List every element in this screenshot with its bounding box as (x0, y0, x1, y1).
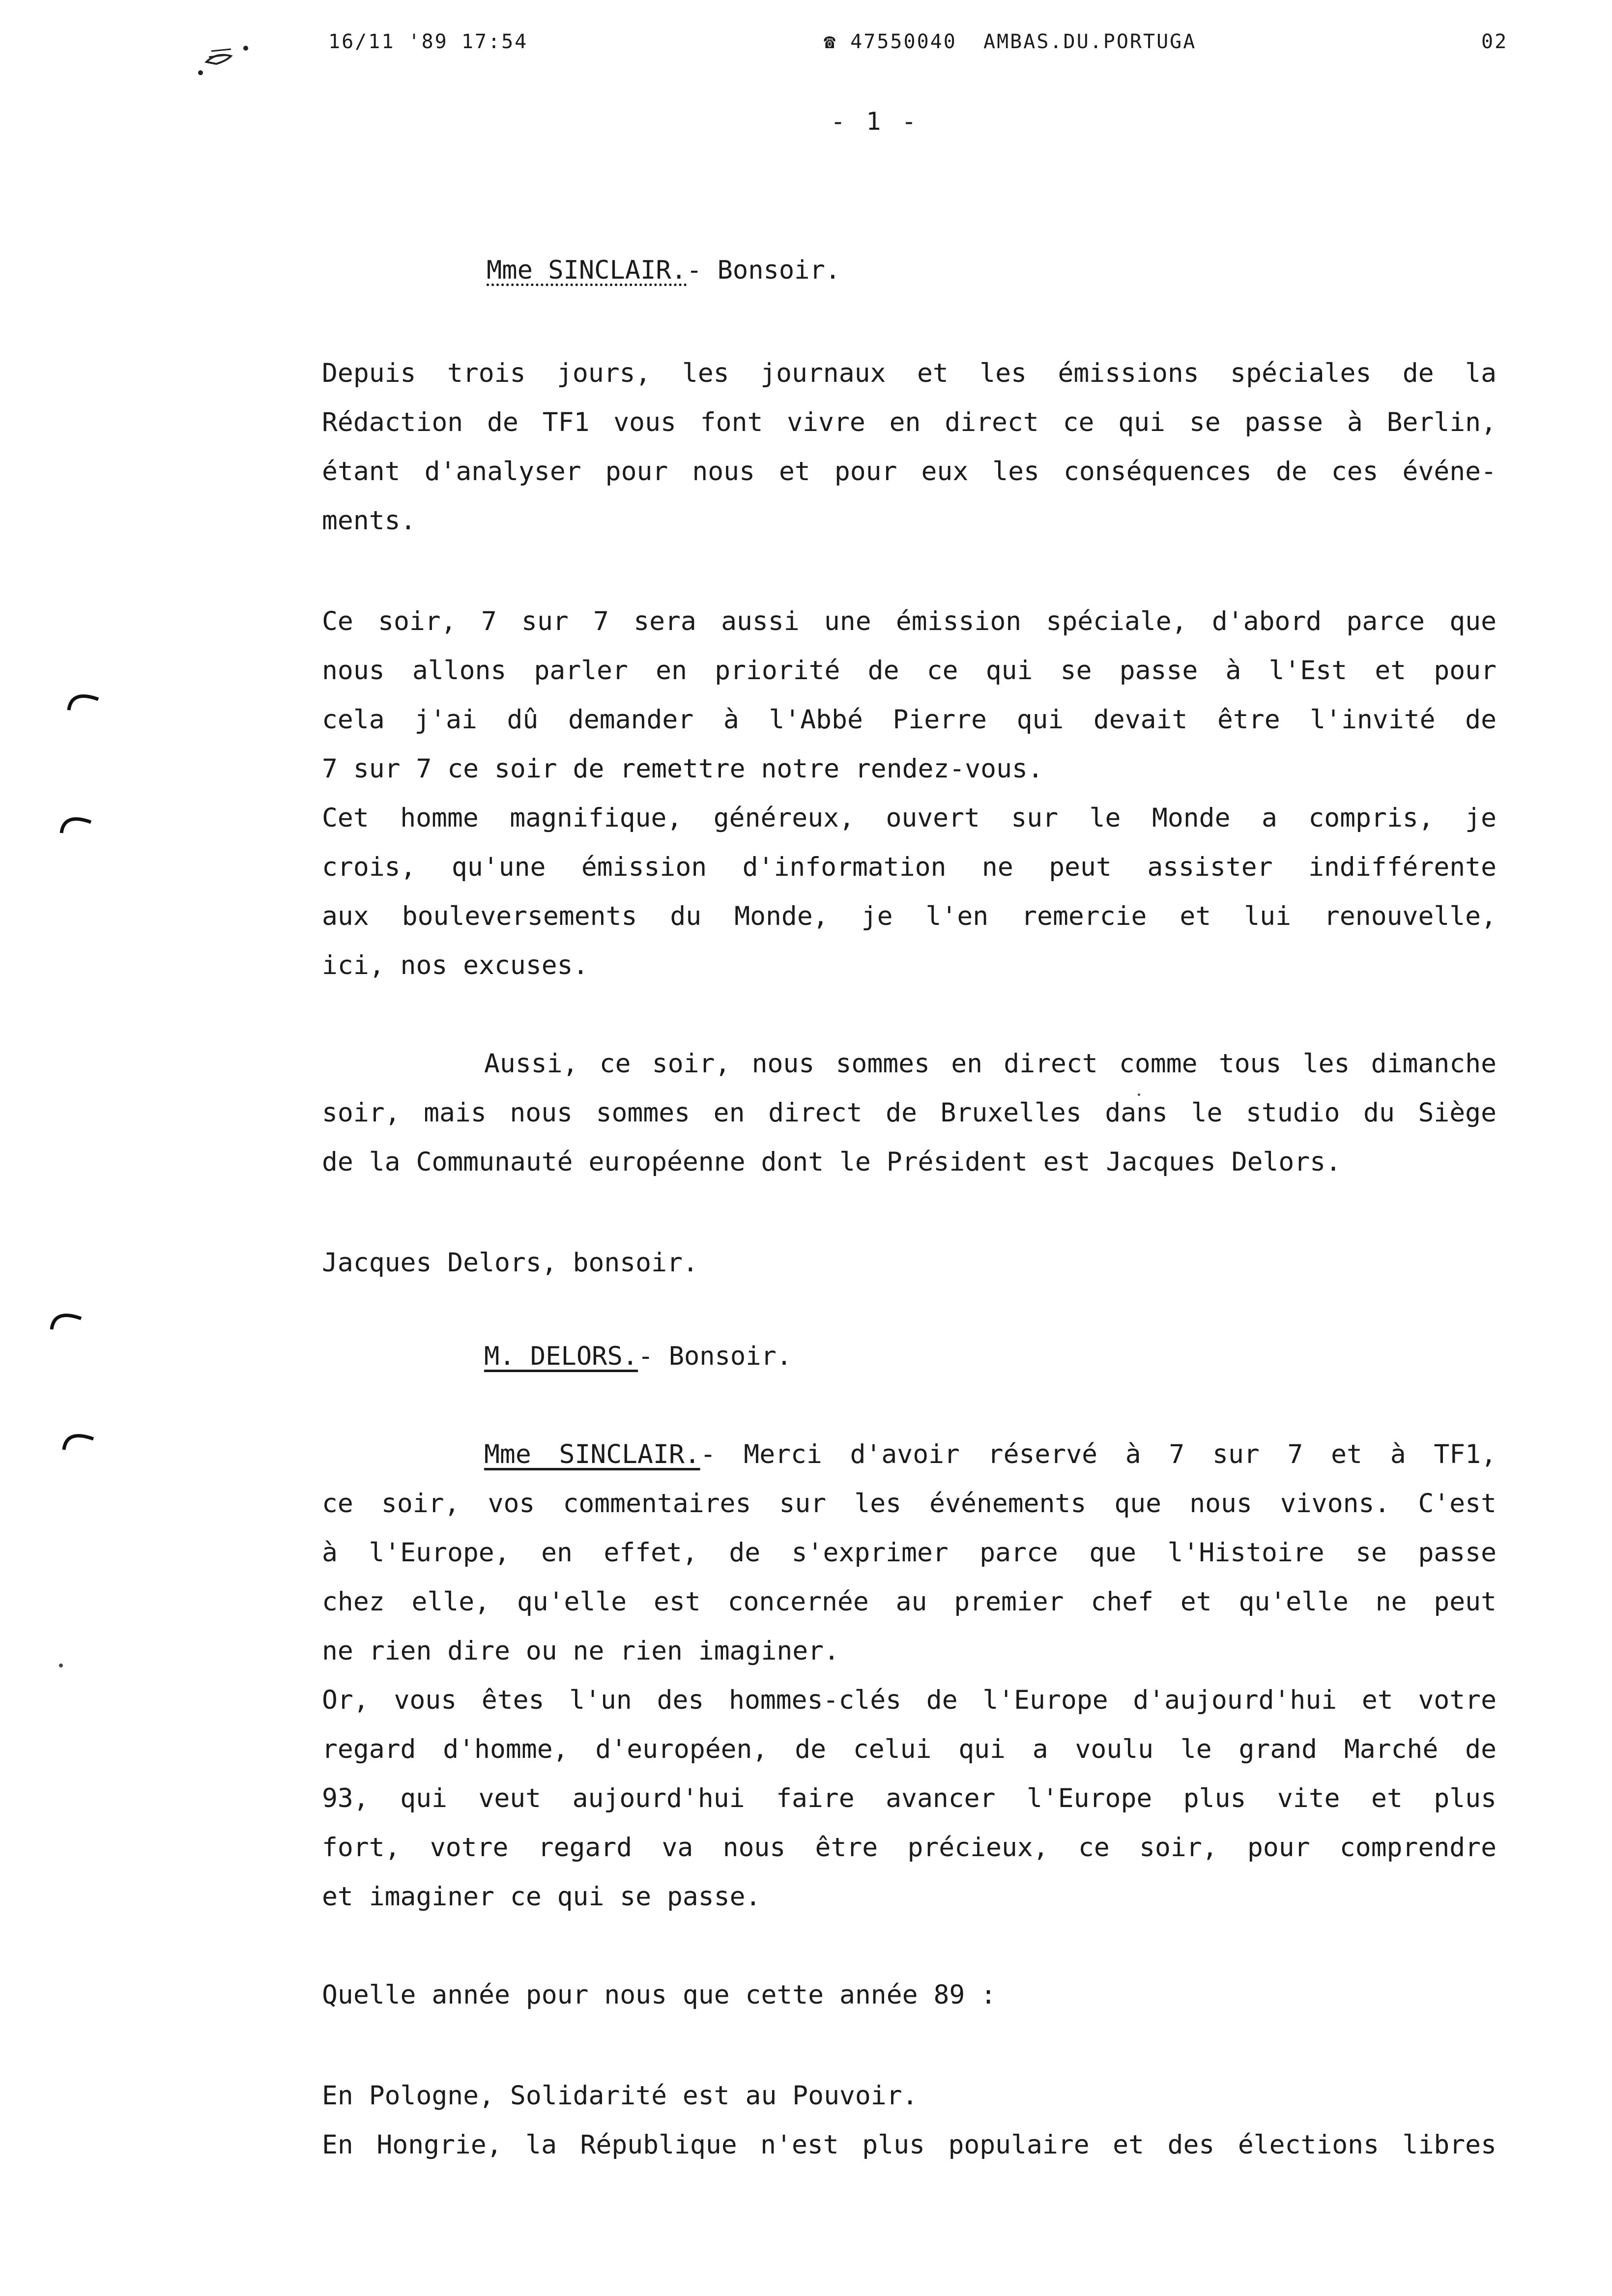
text-line: 7 sur 7 ce soir de remettre notre rendez-vous. (322, 754, 1043, 784)
text-line: Or, vous êtes l'un des hommes-clés de l'Europe d'aujourd'hui et votre (322, 1685, 1497, 1715)
text-line: regard d'homme, d'européen, de celui qui a voulu le grand Marché de (322, 1734, 1497, 1764)
text-line: Cet homme magnifique, généreux, ouvert sur le Monde a compris, je (322, 803, 1497, 833)
text-line: ments. (322, 506, 416, 536)
text-line: cela j'ai dû demander à l'Abbé Pierre qui devait être l'invité de (322, 705, 1497, 735)
text-line: ici, nos excuses. (322, 950, 589, 980)
text-line: Ce soir, 7 sur 7 sera aussi une émission spéciale, d'abord parce que (322, 606, 1497, 636)
text-line: de la Communauté européenne dont le Président est Jacques Delors. (322, 1147, 1342, 1177)
paragraph-2 (322, 597, 1497, 990)
binder-hole-mark-icon (49, 1305, 84, 1334)
text-line: Jacques Delors, bonsoir. (322, 1248, 698, 1278)
speaker-name: M. DELORS. (484, 1342, 638, 1371)
binder-hole-mark-icon (59, 808, 93, 838)
fax-date: 16/11 '89 17:54 (328, 30, 528, 53)
binder-hole-mark-icon (66, 686, 101, 715)
fax-logo-icon (197, 42, 251, 77)
fax-sender (824, 30, 1196, 53)
speaker-line: - Bonsoir. (687, 256, 841, 285)
fax-phone-number: ☎ 47550040 (824, 30, 957, 53)
text-line: Aussi, ce soir, nous sommes en direct comme tous les dimanche (484, 1049, 1497, 1079)
speaker-line: - Merci d'avoir réservé à 7 sur 7 et à TF1, (700, 1439, 1497, 1469)
paragraph-1 (322, 349, 1497, 545)
scan-speck (59, 1664, 63, 1667)
text-line: Depuis trois jours, les journaux et les émissions spéciales de la (322, 358, 1497, 388)
binder-hole-mark-icon (61, 1425, 96, 1455)
text-line: aux bouleversements du Monde, je l'en remercie et lui renouvelle, (322, 901, 1497, 931)
page-number: - 1 - (831, 107, 920, 136)
speaker-line: - Bonsoir. (638, 1342, 792, 1371)
paragraph-4 (322, 1238, 1497, 1288)
speaker-name: Mme SINCLAIR. (484, 1439, 700, 1469)
text-line: ce soir, vos commentaires sur les événements que nous vivons. C'est (322, 1489, 1497, 1519)
text-line: chez elle, qu'elle est concernée au premier chef et qu'elle ne peut (322, 1587, 1497, 1617)
text-line: Rédaction de TF1 vous font vivre en direct ce qui se passe à Berlin, (322, 407, 1497, 437)
text-line: En Hongrie, la République n'est plus populaire et des élections libres (322, 2130, 1497, 2160)
text-line (322, 1430, 1497, 1479)
fax-sender-name: AMBAS.DU.PORTUGA (983, 30, 1197, 53)
text-line: à l'Europe, en effet, de s'exprimer parce que l'Histoire se passe (322, 1538, 1497, 1568)
text-line: En Pologne, Solidarité est au Pouvoir. (322, 2081, 918, 2111)
paragraph-3 (322, 1039, 1497, 1187)
text-line: nous allons parler en priorité de ce qui se passe à l'Est et pour (322, 656, 1497, 686)
paragraph-7 (322, 2071, 1497, 2170)
speaker-heading-delors (484, 1342, 792, 1371)
text-line: Quelle année pour nous que cette année 89 : (322, 1980, 997, 2010)
scan-speck (1138, 1093, 1140, 1096)
text-line: et imaginer ce qui se passe. (322, 1882, 761, 1912)
text-line: fort, votre regard va nous être précieux, ce soir, pour comprendre (322, 1833, 1497, 1863)
text-line: étant d'analyser pour nous et pour eux les conséquences de ces événe- (322, 457, 1497, 487)
fax-page-count: 02 (1481, 30, 1508, 53)
paragraph-6 (322, 1971, 1497, 2020)
speaker-heading-sinclair (487, 256, 840, 285)
speaker-name: Mme SINCLAIR. (487, 256, 687, 285)
paragraph-5 (322, 1430, 1497, 1922)
text-line: ne rien dire ou ne rien imaginer. (322, 1636, 839, 1666)
text-line: soir, mais nous sommes en direct de Bruxelles dans le studio du Siège (322, 1098, 1497, 1128)
text-line: 93, qui veut aujourd'hui faire avancer l'Europe plus vite et plus (322, 1783, 1497, 1813)
text-line: crois, qu'une émission d'information ne peut assister indifférente (322, 852, 1497, 882)
